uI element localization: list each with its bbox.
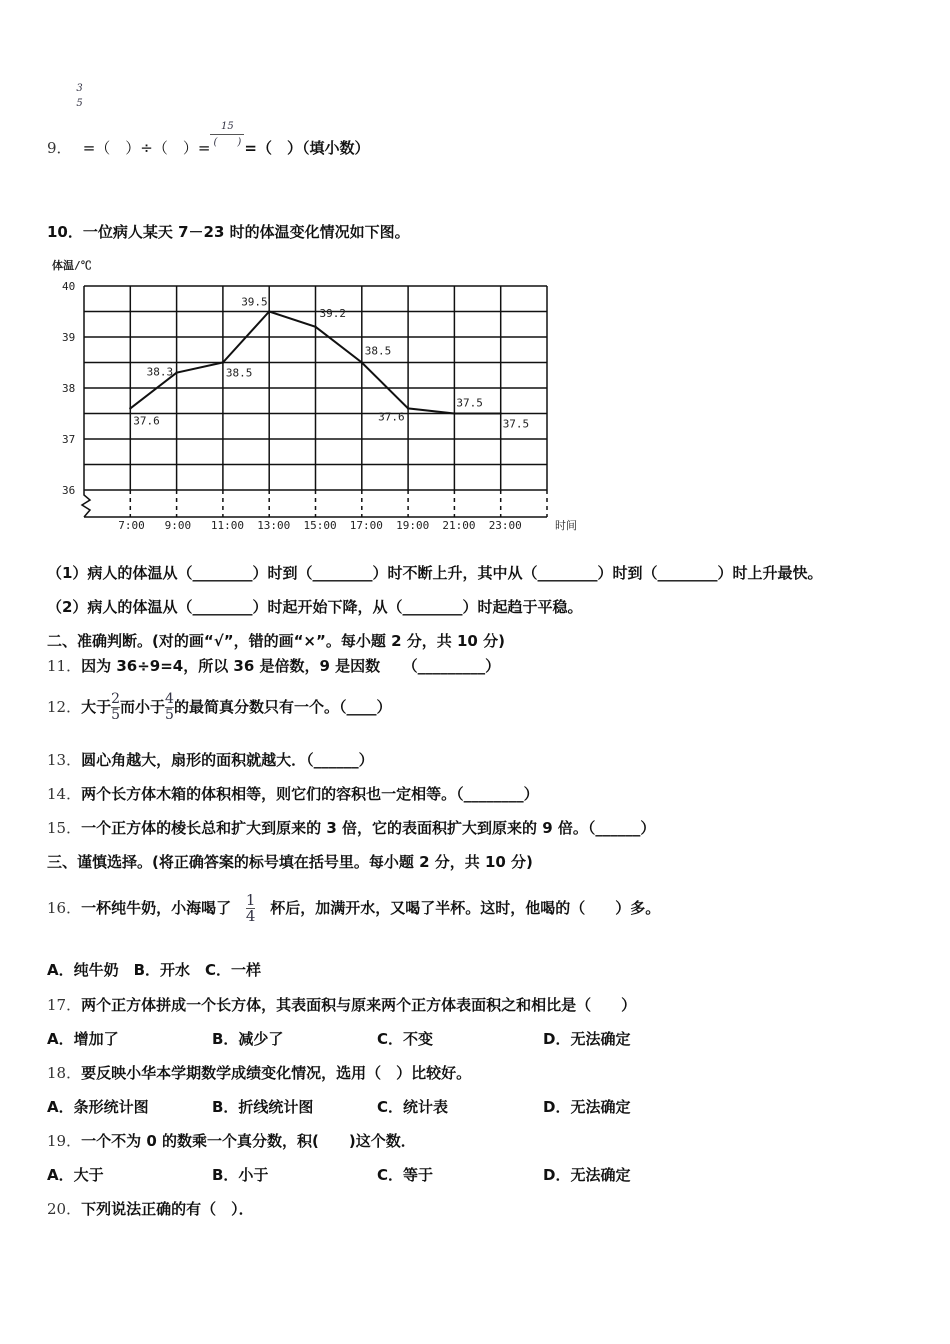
x-tick-label: 7:00 xyxy=(118,519,145,532)
question-15: 15．一个正方体的棱长总和扩大到原来的 3 倍，它的表面积扩大到原来的 9 倍。（______） xyxy=(47,819,656,837)
y-tick-label: 40 xyxy=(62,280,76,293)
x-tick-label: 17:00 xyxy=(349,519,383,532)
x-tick-label: 9:00 xyxy=(164,519,192,532)
option-b: B．小于 xyxy=(212,1166,269,1184)
question-12: 12．大于 $\frac{2}{5}$ 而小于 $\frac{4}{5}$ 的最简真分数只有一个。（____） xyxy=(47,691,392,723)
data-point xyxy=(314,326,316,328)
data-label: 37.5 xyxy=(502,417,530,431)
x-axis-label: 时间 xyxy=(555,519,577,532)
fraction-3-5: 3 5 xyxy=(76,83,83,109)
data-label: 37.6 xyxy=(378,410,405,424)
option-c: C．统计表 xyxy=(377,1098,449,1116)
data-point xyxy=(222,361,224,363)
x-tick-label: 13:00 xyxy=(257,519,291,532)
question-10: 10．一位病人某天 7－23 时的体温变化情况如下图。 xyxy=(47,223,410,241)
section-3-heading: 三、谨慎选择。(将正确答案的标号填在括号里。每小题 2 分，共 10 分) xyxy=(47,853,533,871)
y-tick-label: 37 xyxy=(62,433,76,446)
data-point xyxy=(407,407,409,409)
question-19: 19．一个不为 0 的数乘一个真分数，积( )这个数． xyxy=(47,1132,416,1150)
x-tick-label: 19:00 xyxy=(396,519,430,532)
data-label: 39.5 xyxy=(241,295,268,309)
option-a: A．大于 xyxy=(47,1166,104,1184)
fraction-15-blank: $\frac{15}{( )}$ xyxy=(210,119,244,150)
data-label: 37.5 xyxy=(456,396,483,410)
x-tick-label: 11:00 xyxy=(210,519,245,532)
y-tick-label: 36 xyxy=(62,484,76,497)
question-16: 16．一杯纯牛奶，小海喝了 $\frac{1}{4}$ 杯后，加满开水，又喝了半杯。这时，他喝的（ ）多。 xyxy=(47,891,661,925)
question-13: 13．圆心角越大，扇形的面积就越大．（______） xyxy=(47,751,374,769)
fraction-1-4: $\frac{1}{4}$ xyxy=(245,891,256,925)
data-point xyxy=(500,412,502,414)
data-point xyxy=(175,372,177,374)
data-label: 39.2 xyxy=(319,306,346,320)
question-16-options: A．纯牛奶 B．开水 C．一样 xyxy=(47,961,262,979)
y-tick-label: 38 xyxy=(62,382,76,395)
option-d: D．无法确定 xyxy=(543,1098,631,1116)
data-point xyxy=(361,361,363,363)
question-18: 18．要反映小华本学期数学成绩变化情况，选用（ ）比较好。 xyxy=(47,1064,472,1082)
section-2-heading: 二、准确判断。(对的画“√”，错的画“×”。每小题 2 分，共 10 分) xyxy=(47,632,505,650)
temperature-line-chart xyxy=(40,255,577,540)
y-axis-label: 体温/℃ xyxy=(52,259,92,272)
question-14: 14．两个长方体木箱的体积相等，则它们的容积也一定相等。（________） xyxy=(47,785,539,803)
data-label: 38.5 xyxy=(364,344,392,358)
option-c: C．等于 xyxy=(377,1166,434,1184)
option-c: C．不变 xyxy=(377,1030,434,1048)
data-point xyxy=(129,407,131,409)
x-tick-label: 15:00 xyxy=(303,519,337,532)
question-9: 9． 3 5 =（ ）÷（ ）= $\frac{15}{( )}$ =（ ）（填小数） xyxy=(47,83,370,157)
question-10-part-1: （1）病人的体温从（________）时到（________）时不断上升，其中从（________）时到（________）时上升最快。 xyxy=(47,564,823,582)
fraction-4-5: $\frac{4}{5}$ xyxy=(165,691,174,723)
y-tick-label: 39 xyxy=(62,331,76,344)
x-tick-label: 21:00 xyxy=(442,519,476,532)
option-d: D．无法确定 xyxy=(543,1030,631,1048)
axis-break-icon xyxy=(82,490,90,517)
question-17: 17．两个正方体拼成一个长方体，其表面积与原来两个正方体表面积之和相比是（ ） xyxy=(47,996,637,1014)
x-tick-label: 23:00 xyxy=(488,519,522,532)
option-b: B．减少了 xyxy=(212,1030,284,1048)
data-point xyxy=(453,412,455,414)
data-label: 38.5 xyxy=(225,366,253,380)
option-a: A．增加了 xyxy=(47,1030,119,1048)
option-b: B．折线统计图 xyxy=(212,1098,314,1116)
data-point xyxy=(268,310,270,312)
option-d: D．无法确定 xyxy=(543,1166,631,1184)
data-label: 37.6 xyxy=(133,414,160,428)
question-11: 11．因为 36÷9=4，所以 36 是倍数，9 是因数 （_________） xyxy=(47,657,501,675)
question-10-part-2: （2）病人的体温从（________）时起开始下降，从（________）时起趋于平稳。 xyxy=(47,598,583,616)
option-a: A．条形统计图 xyxy=(47,1098,149,1116)
fraction-2-5: $\frac{2}{5}$ xyxy=(111,691,121,723)
data-label: 38.3 xyxy=(146,365,174,379)
question-20: 20．下列说法正确的有（ ）． xyxy=(47,1200,254,1218)
